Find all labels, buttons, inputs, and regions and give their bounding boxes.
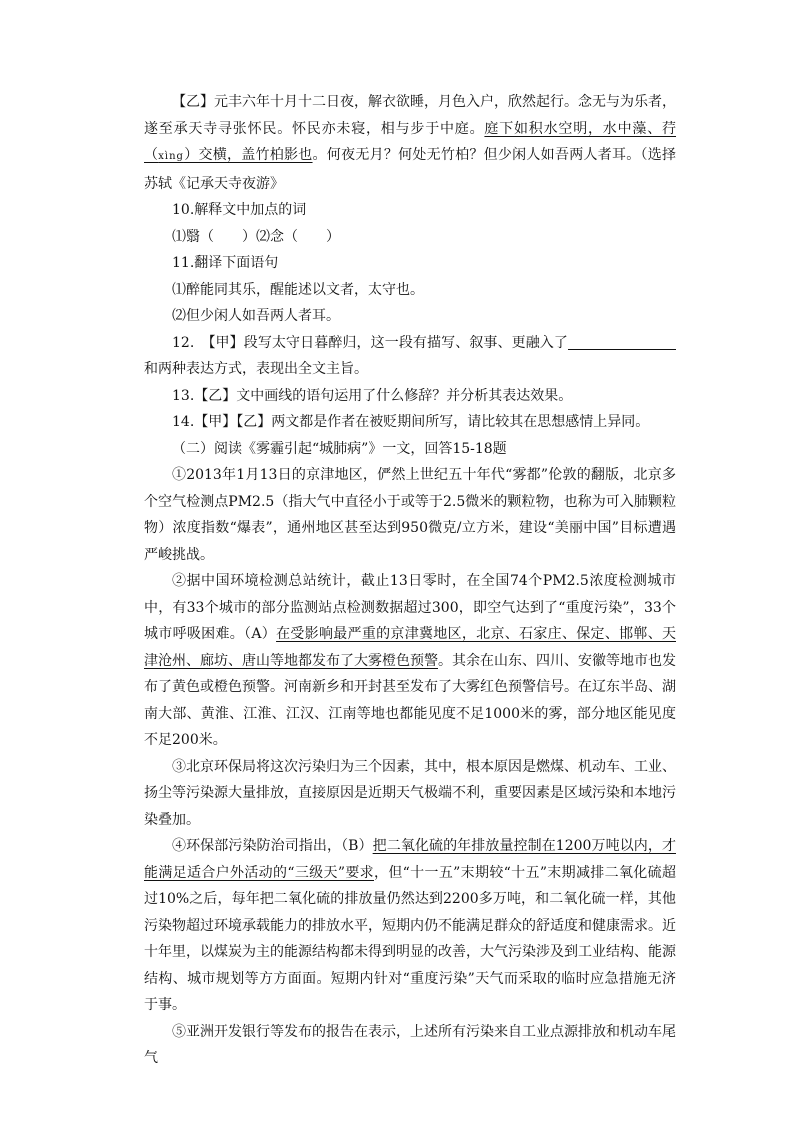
paragraph-3: ③北京环保局将这次污染归为三个因素，其中，根本原因是燃煤、机动车、工业、扬尘等污染源大量排放，直接原因是近期天气极端不利，重要因素是区域污染和本地污染叠加。 bbox=[144, 758, 676, 828]
passage-yi-lead: 【乙】元丰六年十月十二日夜，解衣欲睡，月色入户，欣然起行。念无与为乐者，遂至承天寺寻张怀民。怀民亦未寝，相与步于中庭。 bbox=[144, 94, 676, 137]
paragraph-5: ⑤亚洲开发银行等发布的报告在表示，上述所有污染来自工业点源排放和机动车尾气 bbox=[144, 1023, 676, 1066]
paragraph-2-text-b: 。其余在山东、四川、安徽等地市也发布了黄色或橙色预警。河南新乡和开封甚至发布了大雾红色预警信号。在辽东半岛、湖南大部、黄淮、江淮、江汉、江南等地也都能见度不足1000米的雾，部分地区能见度不足200米。 bbox=[144, 652, 676, 748]
passage-yi bbox=[144, 89, 676, 197]
question-13: 13.【乙】文中画线的语句运用了什么修辞？并分析其表达效果。 bbox=[172, 387, 573, 404]
underlined-sentence-part2: ）交横，盖竹柏影也 bbox=[183, 147, 313, 163]
question-11-b: ⑵但少闲人如吾两人者耳。 bbox=[172, 308, 340, 324]
question-11-a: ⑴醉能同其乐，醒能述以文者，太守也。 bbox=[172, 281, 424, 298]
question-11: 11.翻译下面语句 bbox=[172, 255, 279, 271]
question-14: 14.【甲】【乙】两文都是作者在被贬期间所写，请比较其在思想感情上异同。 bbox=[172, 414, 650, 430]
paragraph-1: ①2013年1月13日的京津地区，俨然上世纪五十年代“雾都”伦敦的翻版，北京多个空气检测点PM2.5（指大气中直径小于或等于2.5微米的颗粒物，也称为可入肺颗粒物）浓度指数“爆表”，通州地区甚至达到950微克/立方米，建设“美丽中国”目标遭遇严峻挑战。 bbox=[144, 467, 676, 563]
question-10-items: ⑴翳（ ）⑵念（ ） bbox=[172, 228, 340, 245]
question-12-text-a: 12. 【甲】段写太守日暮醉归，这一段有描写、叙事、更融入了 bbox=[172, 334, 568, 351]
question-10: 10.解释文中加点的词 bbox=[172, 202, 307, 218]
question-12 bbox=[144, 330, 676, 383]
paragraph-4-text-b: ，但“十一五”末期较“十五”末期减排二氧化硫超过10%之后，每年把二氧化硫的排放量仍然达到2200多万吨，和二氧化硫一样，其他污染物超过环境承载能力的排放水平，短期内仍不能满足群众的舒适度和健康需求。近十年里，以煤炭为主的能源结构都未得到明显的改善，大气污染涉及到工业结构、能源结构、城市规划等方方面面。短期内针对“重度污染”天气而采取的临时应急措施无济于事。 bbox=[144, 864, 676, 1013]
passage-yi-tail: 。何夜无月？何处无竹柏？但少闲人如吾两人者耳。（选择苏轼《记承天寺夜游》 bbox=[144, 147, 677, 192]
section-2-heading: （二）阅读《雾霾引起“城肺病”》一文，回答15-18题 bbox=[172, 440, 507, 457]
pinyin-annotation: xìng bbox=[158, 151, 184, 162]
underlined-sentence-b: 把二氧化硫的年排放量控制在1200万吨以内，才能满足适合户外活动的“三级天”要求 bbox=[144, 838, 676, 881]
underlined-sentence-part1: 庭下如积水空明，水中藻、荇（ bbox=[144, 120, 677, 163]
paragraph-4 bbox=[144, 833, 676, 1019]
underlined-sentence-a: 在受影响最严重的京津冀地区，北京、石家庄、保定、邯郸、天津沧州、廊坊、唐山等地都发布了大雾橙色预警 bbox=[144, 626, 676, 669]
paragraph-2-text-a: ②据中国环境检测总站统计，截止13日零时，在全国74个PM2.5浓度检测城市中，有33个城市的部分监测站点检测数据超过300，即空气达到了“重度污染”，33个城市呼吸困难。（A） bbox=[144, 573, 676, 642]
paragraph-2 bbox=[144, 568, 676, 754]
answer-blank bbox=[568, 333, 676, 350]
paragraph-4-text-a: ④环保部污染防治司指出，（B） bbox=[172, 838, 373, 854]
question-12-text-b: 和两种表达方式，表现出全文主旨。 bbox=[144, 361, 368, 377]
